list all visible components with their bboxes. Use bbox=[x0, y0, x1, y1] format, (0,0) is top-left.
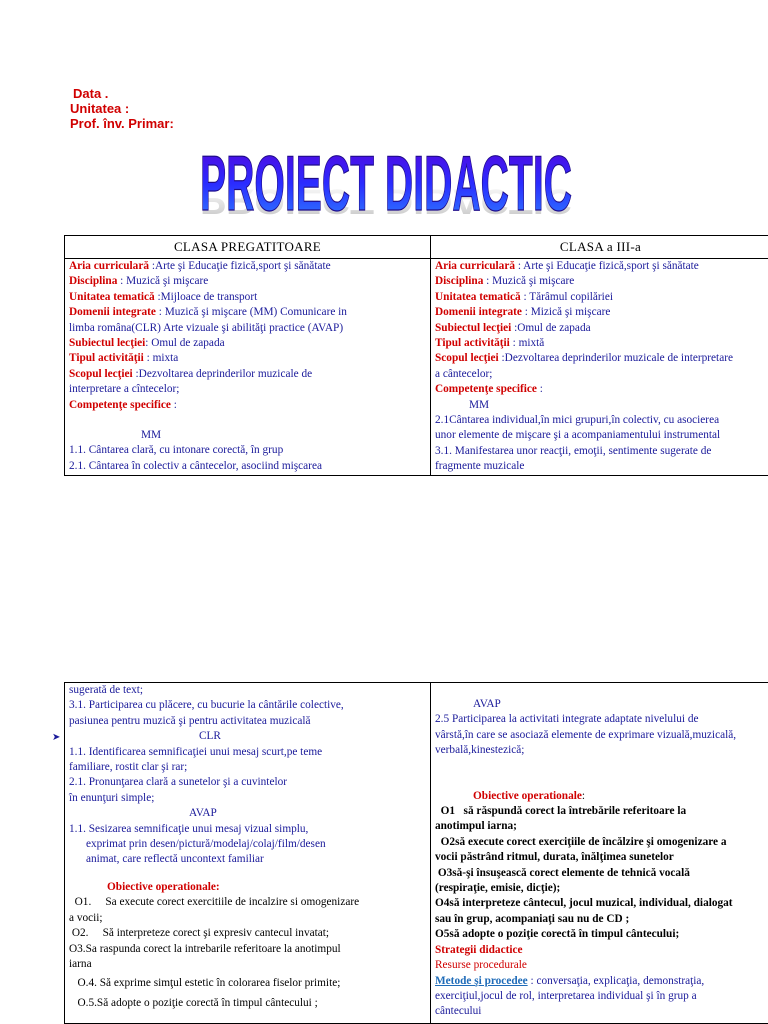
label-domenii: Domenii integrate bbox=[69, 306, 156, 319]
avap-1-1: 1.1. Sesizarea semnificaţie unui mesaj vizual simplu, bbox=[69, 822, 309, 835]
value-unitatea: :Mijloace de transport bbox=[154, 290, 258, 303]
avap-1-1-cont: exprimat prin desen/pictură/modelaj/colaj/film/desen bbox=[69, 838, 326, 851]
objective-o3-cont: iarna bbox=[69, 957, 92, 970]
document-header bbox=[70, 86, 174, 131]
left-column-bottom bbox=[65, 683, 431, 1024]
objective-o1: O1. Sa execute corect exercitiile de incalzire si omogenizare bbox=[69, 896, 360, 909]
methods-value: : conversaţia, explicaţia, demonstraţia, bbox=[527, 974, 705, 987]
text-line: sugerată de text; bbox=[69, 684, 144, 696]
objective-o1: O1 să răspundă corect la întrebările referitoare la bbox=[435, 805, 687, 818]
objectives-colon: : bbox=[581, 789, 586, 802]
value-scop-cont: a cântecelor; bbox=[435, 367, 493, 380]
objective-o3-cont: (respiraţie, emisie, dicţie); bbox=[435, 882, 561, 895]
competence-2-1-cont: unor elemente de mişcare şi a acompaniamentului instrumental bbox=[435, 429, 721, 442]
value-domenii: : Mizică şi mişcare bbox=[521, 306, 611, 319]
value-aria: : Arte şi Educaţie fizică,sport şi sănătate bbox=[515, 260, 699, 272]
resources-title: Resurse procedurale bbox=[435, 959, 527, 972]
heading-avap: AVAP bbox=[473, 698, 501, 710]
methods-value-cont: exerciţiul,jocul de rol, interpretarea individual şi în grup a bbox=[435, 989, 697, 1002]
methods-link[interactable]: Metode şi procedee bbox=[435, 974, 528, 987]
objective-o3: O3să-şi însuşească corect elemente de tehnică vocală bbox=[435, 866, 690, 879]
clr-1-1: 1.1. Identificarea semnificaţiei unui mesaj scurt,pe teme bbox=[69, 745, 323, 758]
label-aria: Aria curriculară bbox=[435, 260, 515, 272]
avap-2-5-cont: vârstă,în care se asociază elemente de exprimare vizuală,muzicală, bbox=[435, 728, 737, 741]
objective-o1-cont: anotimpul iarna; bbox=[435, 820, 517, 833]
competence-2-1: 2.1Cântarea individual,în mici grupuri,în colectiv, cu asocierea bbox=[435, 414, 720, 427]
label-scop: Scopul lecţiei bbox=[435, 352, 499, 365]
value-subiect: : Omul de zapada bbox=[145, 337, 225, 350]
competence-3-1: 3.1. Participarea cu plăcere, cu bucurie la cântările colective, bbox=[69, 699, 344, 712]
header-teacher: Prof. înv. Primar: bbox=[70, 116, 174, 131]
value-domenii-cont: limba româna(CLR) Arte vizuale şi abilităţi practice (AVAP) bbox=[69, 321, 344, 334]
clr-1-1-cont: familiare, rostit clar şi rar; bbox=[69, 761, 188, 774]
heading-mm: MM bbox=[141, 429, 162, 442]
objective-o1-cont: a vocii; bbox=[69, 911, 103, 924]
label-disciplina: Disciplina bbox=[69, 275, 118, 288]
objective-o4: O.4. Să exprime simţul estetic în colorarea fiselor primite; bbox=[69, 977, 341, 990]
heading-avap: AVAP bbox=[189, 807, 217, 820]
avap-2-5: 2.5 Participarea la activitati integrate adaptate nivelului de bbox=[435, 713, 699, 726]
label-domenii: Domenii integrate bbox=[435, 306, 522, 319]
value-competente: : bbox=[170, 398, 177, 411]
value-unitatea: : Tărâmul copilăriei bbox=[520, 290, 613, 303]
bullet-arrow-icon: ➤ bbox=[52, 732, 61, 743]
lesson-table-bottom bbox=[64, 682, 768, 1024]
value-disciplina: : Muzică şi mişcare bbox=[117, 275, 209, 288]
value-disciplina: : Muzică şi mişcare bbox=[483, 275, 575, 288]
objective-o2-cont: vocii păstrând ritmul, durata, înălţimea sunetelor bbox=[435, 851, 674, 864]
right-column-bottom bbox=[431, 683, 768, 1024]
header-unit: Unitatea : bbox=[70, 101, 130, 116]
strategies-title: Strategii didactice bbox=[435, 943, 523, 956]
wordart-title bbox=[200, 132, 580, 242]
objective-o3: O3.Sa raspunda corect la intrebarile referitoare la anotimpul bbox=[69, 942, 341, 955]
col-title-clasa-3: CLASA a III-a bbox=[431, 236, 768, 259]
right-column-top bbox=[431, 259, 768, 476]
objective-o5: O5să adopte o poziţie corectă în timpul cântecului; bbox=[435, 928, 680, 941]
objective-o2: O2să execute corect exerciţiile de încălzire şi omogenizare a bbox=[435, 835, 727, 848]
wordart-text: PROIECT DIDACTIC bbox=[200, 139, 572, 227]
objectives-title: Obiective operationale bbox=[473, 789, 582, 802]
competence-3-1-cont: pasiunea pentru muzică şi pentru activitatea muzicală bbox=[69, 714, 311, 727]
value-competente: : bbox=[536, 383, 543, 396]
value-scop: :Dezvoltarea deprinderilor muzicale de interpretare bbox=[498, 352, 733, 365]
methods-value-cont2: cântecului bbox=[435, 1005, 482, 1018]
competence-3-1-cont: fragmente muzicale bbox=[435, 460, 525, 473]
competence-2-1: 2.1. Cântarea în colectiv a cântecelor, asociind mişcarea bbox=[69, 459, 322, 472]
col-title-pregatitoare: CLASA PREGATITOARE bbox=[65, 236, 431, 259]
value-tipul: : mixta bbox=[143, 352, 179, 365]
label-tipul: Tipul activităţii bbox=[435, 337, 510, 350]
value-aria: :Arte şi Educaţie fizică,sport şi sănătate bbox=[149, 260, 331, 272]
clr-2-1-cont: în enunţuri simple; bbox=[69, 791, 155, 804]
label-tipul: Tipul activităţii bbox=[69, 352, 144, 365]
label-competente: Competenţe specifice bbox=[69, 398, 171, 411]
label-scop: Scopul lecţiei bbox=[69, 367, 133, 380]
objectives-title: Obiective operationale: bbox=[107, 880, 220, 893]
avap-2-5-cont2: verbală,kinestezică; bbox=[435, 744, 525, 757]
label-competente: Competenţe specifice bbox=[435, 383, 537, 396]
value-scop-cont: interpretare a cîntecelor; bbox=[69, 383, 180, 396]
objective-o2: O2. Să interpreteze corect şi expresiv cantecul invatat; bbox=[69, 927, 330, 940]
header-date: Data . bbox=[73, 86, 109, 101]
label-subiect: Subiectul lecţiei bbox=[435, 321, 512, 334]
label-disciplina: Disciplina bbox=[435, 275, 484, 288]
objective-o4: O4să interpreteze cântecul, jocul muzical, individual, dialogat bbox=[435, 897, 733, 910]
value-scop: :Dezvoltarea deprinderilor muzicale de bbox=[132, 367, 313, 380]
avap-1-1-cont2: animat, care reflectă uncontext familiar bbox=[69, 853, 264, 866]
competence-1-1: 1.1. Cântarea clară, cu intonare corectă, în grup bbox=[69, 444, 284, 457]
objective-o5: O.5.Să adopte o poziţie corectă în timpul cântecului ; bbox=[69, 996, 318, 1009]
lesson-table-top bbox=[64, 235, 768, 476]
heading-mm: MM bbox=[469, 398, 490, 411]
wordart-reflection: PROIECT DIDACTIC bbox=[200, 182, 572, 222]
label-aria: Aria curriculară bbox=[69, 260, 149, 272]
label-unitatea: Unitatea tematică bbox=[69, 290, 155, 303]
label-subiect: Subiectul lecţiei bbox=[69, 337, 146, 350]
objective-o4-cont: sau în grup, acompaniaţi sau nu de CD ; bbox=[435, 912, 630, 925]
label-unitatea: Unitatea tematică bbox=[435, 290, 521, 303]
competence-3-1: 3.1. Manifestarea unor reacţii, emoţii, sentimente sugerate de bbox=[435, 444, 712, 457]
clr-2-1: 2.1. Pronunţarea clară a sunetelor şi a cuvintelor bbox=[69, 776, 288, 789]
value-tipul: : mixtă bbox=[509, 337, 545, 350]
value-domenii: : Muzică şi mişcare (MM) Comunicare in bbox=[155, 306, 347, 319]
value-subiect: :Omul de zapada bbox=[511, 321, 591, 334]
left-column-top bbox=[65, 259, 431, 476]
heading-clr: CLR bbox=[199, 730, 221, 743]
